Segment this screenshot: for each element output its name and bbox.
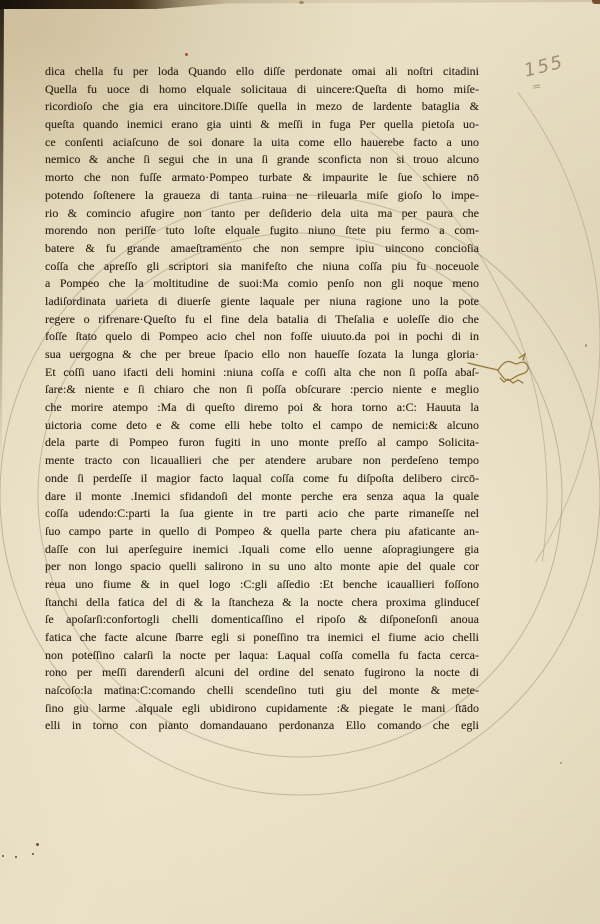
paper-speck [560, 762, 562, 764]
text-line: daſſe con lui aperſeguire inemici .Iquali come ello uenne aſopragiungere gia [45, 541, 479, 556]
paper-speck [185, 53, 188, 56]
text-line: per non longo spacio quelli salirono in su uno alto monte apie del quale cor [45, 559, 479, 574]
text-line: uictoria come deto e & come elli hebe tolto el campo de nemici:& alcuno [45, 417, 479, 432]
text-line: mente tracto con licauallieri che per atendere arubare non perdeſeno tempo [45, 453, 479, 468]
paper-speck [32, 853, 34, 855]
text-line: morto che non fuſſe armato·Pompeo turbate & impaurite le ſue schiere nō [45, 170, 479, 185]
text-line: dare il monte .Inemici sfidandoſi del monte perche era senza aqua la quale [45, 488, 479, 503]
text-line: elli in torno con pianto domandauano perdonanza Ello comando che egli [45, 718, 479, 733]
text-line: rio & comincio afugire non tanto per deſiderio dela uita ma per paura che [45, 205, 479, 220]
text-line: regere o rifrenare·Queſto fu el fine dela batalia di Theſalia e uoleſſe dio che [45, 311, 479, 326]
text-line: Et coſſi uano ifacti deli homini :niuna coſſa e coſſi alta che non ſi poſſa abaſ- [45, 364, 479, 379]
text-line: coſſa che apreſſo gli scriptori sia manifeſto che niuna coſſa piu fu noceuole [45, 258, 479, 273]
text-line: ricordioſo che gia era uincitore.Diſſe quella in mezo de lardente bataglia & [45, 99, 479, 114]
text-line: ſuo campo parte in quello di Pompeo & quella parte chera piu afaticante an- [45, 523, 479, 538]
text-line: Quella fu uoce di homo elquale solicitaua di uincere:Queſta di homo miſe- [45, 81, 479, 96]
text-line: che morire atempo :Ma di queſto diremo poi & hora torno a:C: Hauuta la [45, 400, 479, 415]
paper-speck [585, 344, 587, 347]
paper-speck [299, 1, 304, 4]
page-corner-fleck [592, 0, 600, 4]
text-line: sua uergogna & che per breue ſpacio ello non haueſſe ſozata la lunga gloria· [45, 347, 479, 361]
text-line: queſta quando inemici erano gia uinti & meſſi in fuga Per quella pietoſa uo- [45, 117, 479, 132]
text-line: onde ſi perdeſſe il magior facto laqual coſſa come fu diſpoſta delibero circō- [45, 470, 479, 485]
text-line: a Pompeo che la moltitudine de suoi:Ma comio penſo non gli noque meno [45, 276, 479, 291]
text-line: reua uno fiume & in quel logo :C:gli aſſedio :Et benche icauallieri foſſono [45, 576, 479, 591]
text-line: ſe apoſarſi:confortogli chelli domenticaſſino el ripoſo & diſponeſonſi anoua [45, 612, 479, 627]
paper-speck [15, 856, 17, 858]
text-line: rono per meſſi darenderſi alcuni del ordine del senato fugirono la nocte di [45, 665, 479, 680]
text-line: dica chella fu per loda Quando ello diſſe perdonate omai ali noſtri citadini [45, 64, 479, 78]
text-line: coſſa udendo:C:parti la ſua giente in tre parti acio che parte rimaneſſe nel [45, 506, 479, 521]
folio-number: 155 [522, 51, 567, 82]
text-line: dela parte di Pompeo furon fugiti in uno monte preſſo al campo Solicita- [45, 435, 479, 450]
text-line: naſcoſo:la matina:C:comando chelli scendeſino tuti giu del monte & mete- [45, 683, 479, 698]
text-line: batere & fu grande amaeſtramento che non sempre ipiu uincono concioſia [45, 240, 479, 255]
folio-annotation-mark: = [530, 79, 543, 94]
paper-speck [36, 843, 39, 846]
text-line: ſtanchi della fatica del di & la ſtancheza & la nocte chera proxima glinduceſ [45, 594, 479, 609]
text-line: morendo non periſſe tuto loſte elquale fugito niuno ſtete piu fermo a com- [45, 223, 479, 238]
text-line: potendo ſoſtenere la graueza di tanta ruina ne rileuarla miſe gioſo lo impe- [45, 187, 479, 202]
text-line: ce conſenti aciaſcuno de soi donare la uita come ello hauerebe facto a uno [45, 134, 479, 149]
text-line: fatica che facte alcune ſbarre egli si poneſſino tra inemici el fiume acio chelli [45, 630, 479, 644]
text-line: nemico & anche ſi segui che in una ſi grande sconficta non si trouo alcuno [45, 152, 479, 167]
text-line: ſare:& niente e ſi chiaro che non ſi poſſa obſcurare :percio niente e meglio [45, 382, 479, 397]
text-line: foſſe ſtato quelo di Pompeo acio chel non foſſe uiuuto.da poi in pochi di in [45, 329, 479, 344]
text-line: non poteſſino calarſi la nocte per laqua: Laqual coſſa comella fu facta cerca- [45, 647, 479, 662]
text-line: ſino giu larme .alquale egli ubidirono cupidamente :& piegate le mani ſtādo [45, 700, 479, 715]
text-line: ladiſordinata uarieta di diuerſe giente laquale per niuna ragione uno la pote [45, 293, 479, 308]
paper-speck [2, 855, 4, 857]
